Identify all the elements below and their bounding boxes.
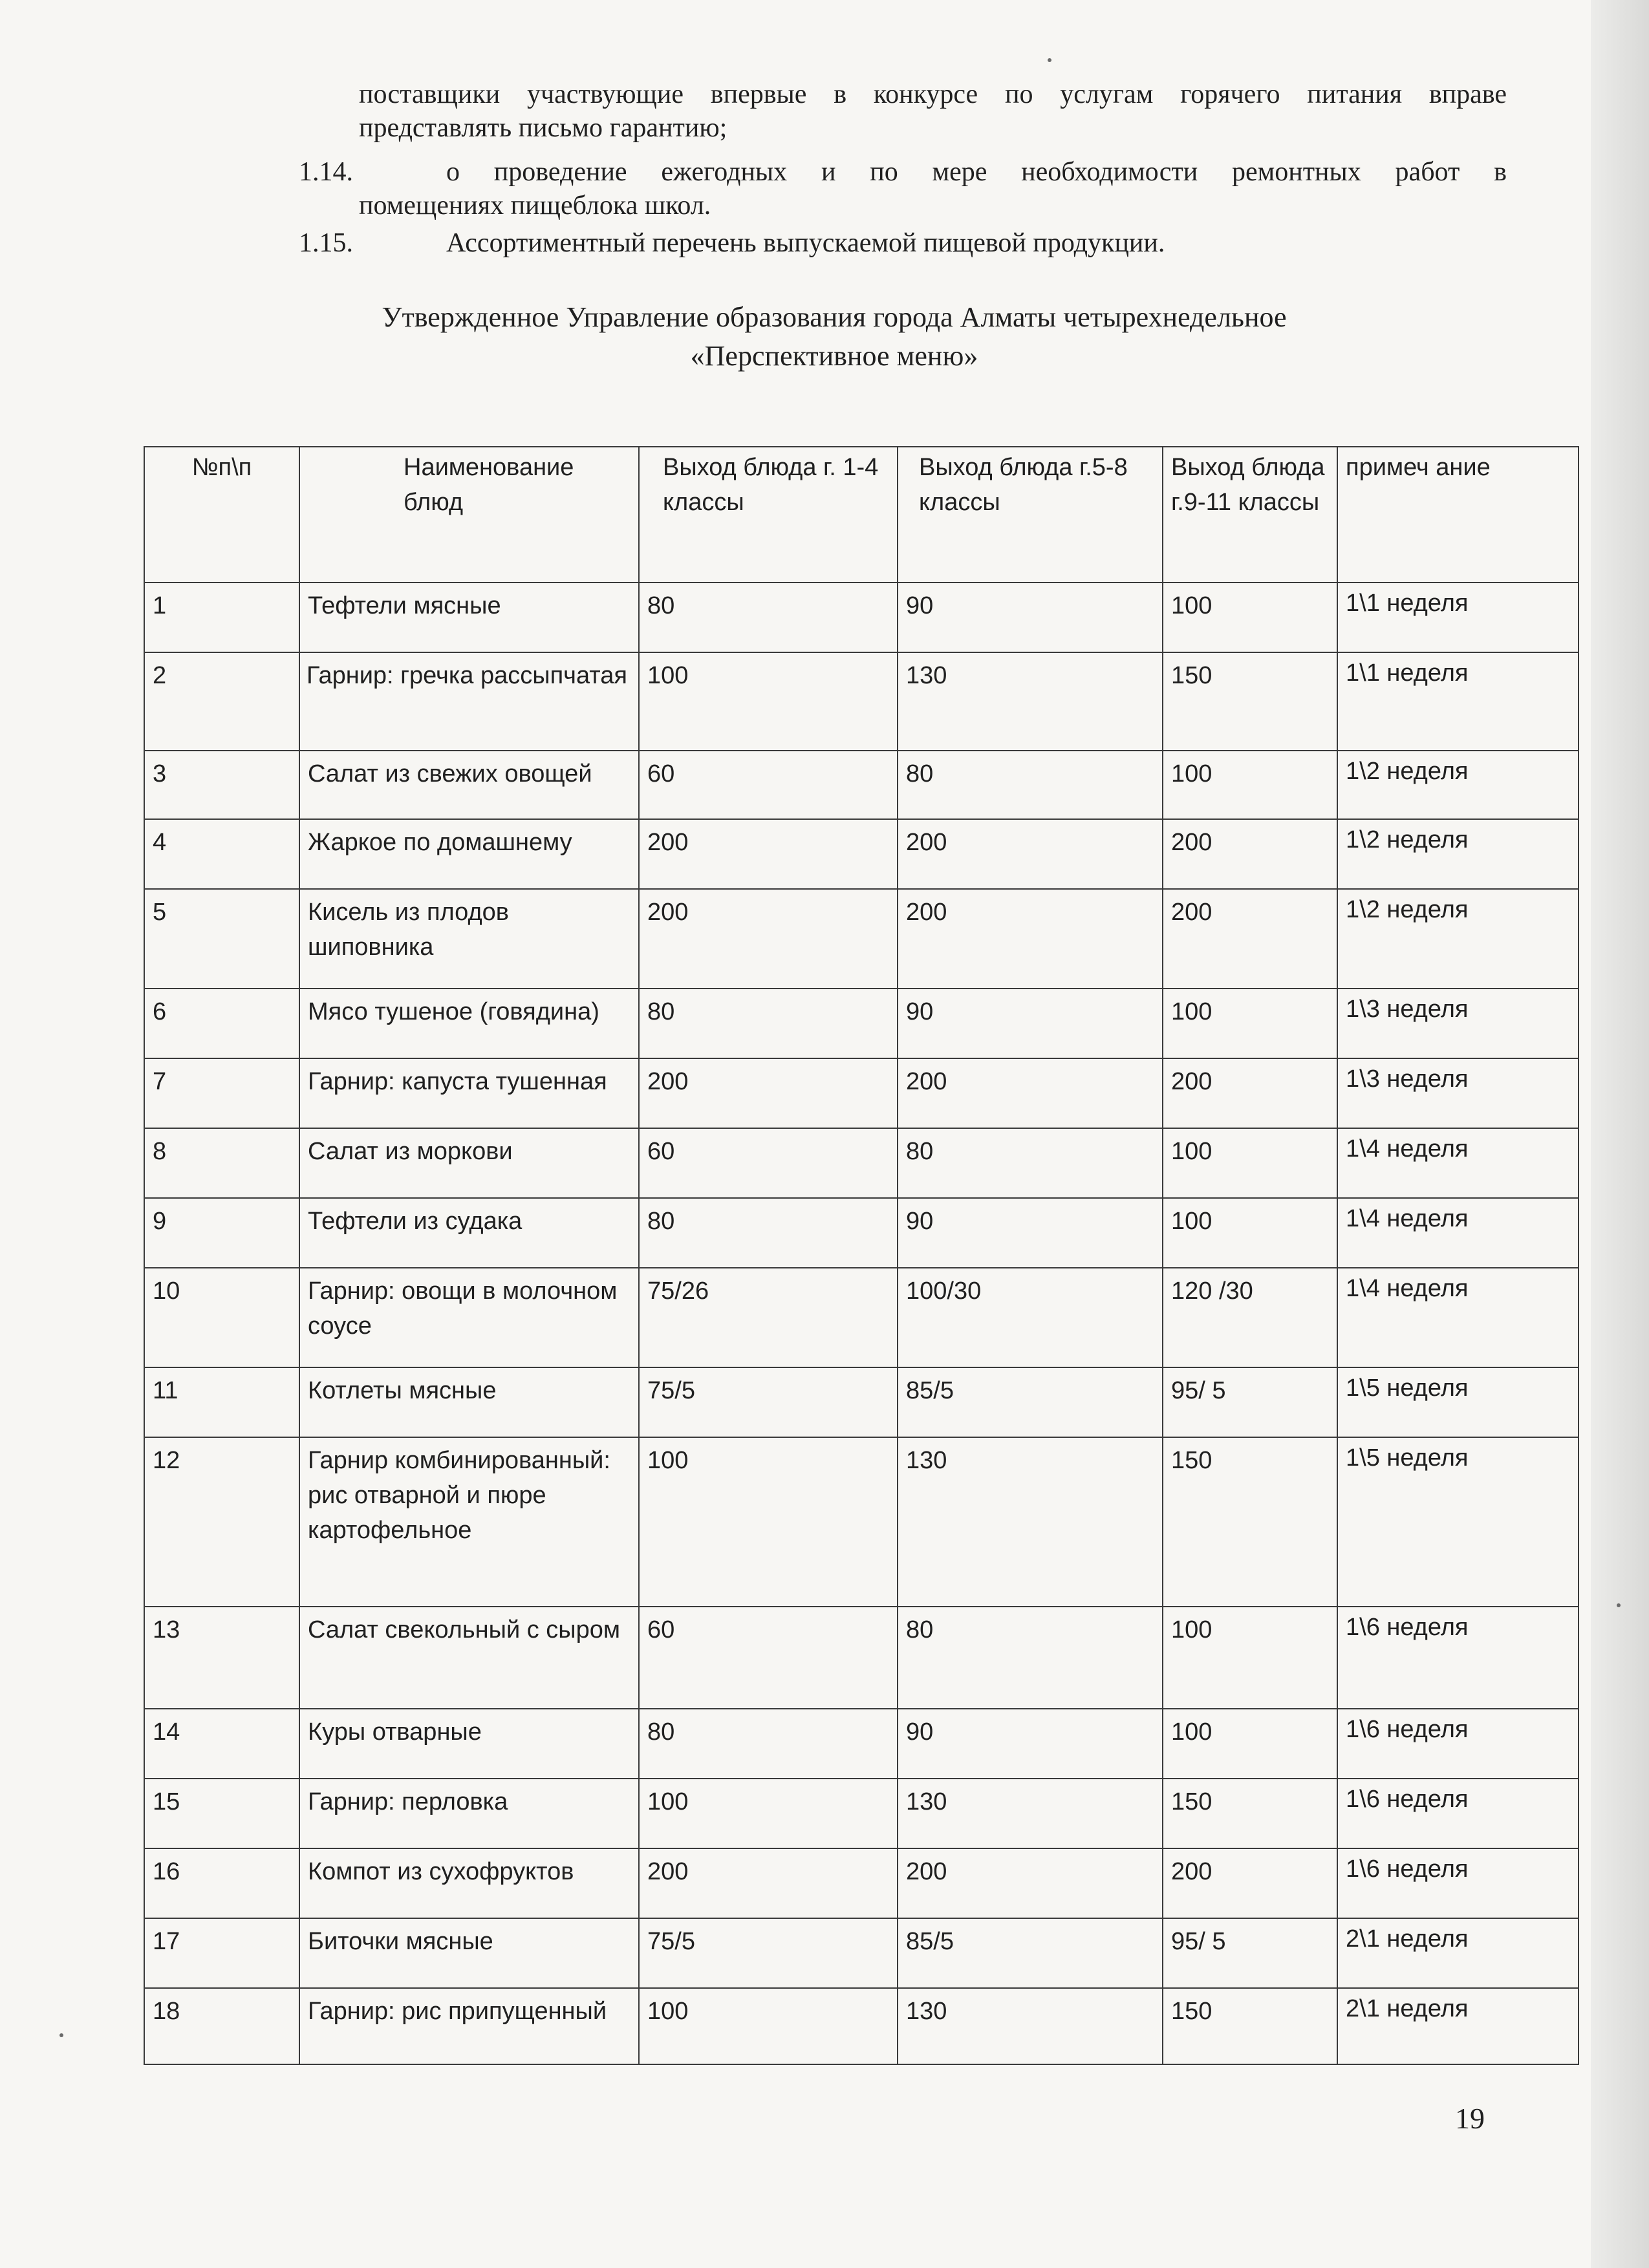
header-number: №п\п <box>144 447 299 583</box>
row-number: 18 <box>144 1988 299 2064</box>
row-number: 4 <box>144 819 299 889</box>
note-week: 2\1 неделя <box>1337 1988 1579 2064</box>
dish-name: Биточки мясные <box>299 1918 639 1988</box>
yield-grade-9-11: 100 <box>1163 989 1337 1058</box>
yield-grade-1-4: 100 <box>639 652 898 751</box>
yield-grade-1-4: 100 <box>639 1988 898 2064</box>
dish-name: Мясо тушеное (говядина) <box>299 989 639 1058</box>
row-number: 11 <box>144 1367 299 1437</box>
note-week: 1\6 неделя <box>1337 1848 1579 1918</box>
row-number: 2 <box>144 652 299 751</box>
table-row <box>144 989 1579 1058</box>
row-number: 1 <box>144 583 299 652</box>
yield-grade-9-11: 120 /30 <box>1163 1268 1337 1367</box>
header-dish-name: Наименование блюд <box>299 447 639 583</box>
item-14-number: 1.14. <box>299 157 353 187</box>
yield-grade-1-4: 80 <box>639 1709 898 1779</box>
yield-grade-1-4: 75/5 <box>639 1918 898 1988</box>
table-row <box>144 1779 1579 1848</box>
row-number: 17 <box>144 1918 299 1988</box>
menu-table <box>144 446 1579 2065</box>
note-week: 1\1 неделя <box>1337 652 1579 751</box>
table-row <box>144 751 1579 819</box>
dish-name: Тефтели из судака <box>299 1198 639 1268</box>
table-row <box>144 889 1579 989</box>
table-row <box>144 1367 1579 1437</box>
yield-grade-1-4: 100 <box>639 1779 898 1848</box>
yield-grade-5-8: 130 <box>898 1437 1163 1607</box>
header-note: примеч ание <box>1337 447 1579 583</box>
item-14-line-2: помещениях пищеблока школ. <box>359 191 711 220</box>
dish-name: Куры отварные <box>299 1709 639 1779</box>
table-row <box>144 1988 1579 2064</box>
dish-name: Гарнир: перловка <box>299 1779 639 1848</box>
dish-name: Компот из сухофруктов <box>299 1848 639 1918</box>
yield-grade-9-11: 200 <box>1163 889 1337 989</box>
yield-grade-1-4: 200 <box>639 819 898 889</box>
row-number: 16 <box>144 1848 299 1918</box>
table-row <box>144 583 1579 652</box>
table-header-row <box>144 447 1579 583</box>
yield-grade-5-8: 100/30 <box>898 1268 1163 1367</box>
yield-grade-9-11: 100 <box>1163 1607 1337 1709</box>
row-number: 10 <box>144 1268 299 1367</box>
yield-grade-5-8: 130 <box>898 652 1163 751</box>
intro-line-2: представлять письмо гарантию; <box>359 113 727 143</box>
note-week: 2\1 неделя <box>1337 1918 1579 1988</box>
yield-grade-1-4: 200 <box>639 889 898 989</box>
note-week: 1\6 неделя <box>1337 1607 1579 1709</box>
header-yield-1-4: Выход блюда г. 1-4 классы <box>639 447 898 583</box>
table-row <box>144 1848 1579 1918</box>
yield-grade-1-4: 200 <box>639 1848 898 1918</box>
yield-grade-1-4: 75/5 <box>639 1367 898 1437</box>
header-yield-5-8: Выход блюда г.5-8 классы <box>898 447 1163 583</box>
dish-name: Котлеты мясные <box>299 1367 639 1437</box>
note-week: 1\3 неделя <box>1337 1058 1579 1128</box>
yield-grade-9-11: 100 <box>1163 1128 1337 1198</box>
row-number: 5 <box>144 889 299 989</box>
yield-grade-9-11: 95/ 5 <box>1163 1918 1337 1988</box>
heading-line-1: Утвержденное Управление образования города Алматы четырехнедельное <box>382 301 1287 333</box>
table-row <box>144 1268 1579 1367</box>
row-number: 12 <box>144 1437 299 1607</box>
table-row <box>144 1437 1579 1607</box>
row-number: 6 <box>144 989 299 1058</box>
yield-grade-1-4: 80 <box>639 1198 898 1268</box>
note-week: 1\6 неделя <box>1337 1709 1579 1779</box>
note-week: 1\5 неделя <box>1337 1367 1579 1437</box>
header-yield-9-11: Выход блюда г.9-11 классы <box>1163 447 1337 583</box>
yield-grade-1-4: 75/26 <box>639 1268 898 1367</box>
table-row <box>144 1198 1579 1268</box>
yield-grade-9-11: 200 <box>1163 819 1337 889</box>
yield-grade-9-11: 150 <box>1163 1779 1337 1848</box>
yield-grade-1-4: 60 <box>639 1128 898 1198</box>
yield-grade-5-8: 85/5 <box>898 1367 1163 1437</box>
yield-grade-9-11: 95/ 5 <box>1163 1367 1337 1437</box>
yield-grade-1-4: 100 <box>639 1437 898 1607</box>
yield-grade-9-11: 200 <box>1163 1848 1337 1918</box>
scan-speck <box>1048 58 1051 62</box>
row-number: 3 <box>144 751 299 819</box>
yield-grade-5-8: 90 <box>898 989 1163 1058</box>
yield-grade-9-11: 200 <box>1163 1058 1337 1128</box>
yield-grade-5-8: 90 <box>898 583 1163 652</box>
yield-grade-5-8: 130 <box>898 1988 1163 2064</box>
row-number: 7 <box>144 1058 299 1128</box>
dish-name: Гарнир: овощи в молочном соусе <box>299 1268 639 1367</box>
yield-grade-1-4: 200 <box>639 1058 898 1128</box>
yield-grade-9-11: 100 <box>1163 1198 1337 1268</box>
yield-grade-5-8: 200 <box>898 819 1163 889</box>
dish-name: Гарнир комбинированный: рис отварной и пюре картофельное <box>299 1437 639 1607</box>
row-number: 13 <box>144 1607 299 1709</box>
yield-grade-5-8: 80 <box>898 751 1163 819</box>
item-14-line-1: о проведение ежегодных и по мере необходимости ремонтных работ в <box>446 157 1507 187</box>
note-week: 1\5 неделя <box>1337 1437 1579 1607</box>
item-15-text: Ассортиментный перечень выпускаемой пищевой продукции. <box>446 228 1165 258</box>
intro-line-1: поставщики участвующие впервые в конкурсе по услугам горячего питания вправе <box>359 80 1507 109</box>
dish-name: Жаркое по домашнему <box>299 819 639 889</box>
table-row <box>144 1128 1579 1198</box>
dish-name: Кисель из плодов шиповника <box>299 889 639 989</box>
item-15-number: 1.15. <box>299 228 353 258</box>
table-row <box>144 1607 1579 1709</box>
yield-grade-5-8: 90 <box>898 1198 1163 1268</box>
scan-edge <box>1591 0 1649 2268</box>
yield-grade-1-4: 60 <box>639 1607 898 1709</box>
note-week: 1\4 неделя <box>1337 1268 1579 1367</box>
row-number: 14 <box>144 1709 299 1779</box>
dish-name: Гарнир: рис припущенный <box>299 1988 639 2064</box>
table-row <box>144 1918 1579 1988</box>
yield-grade-5-8: 90 <box>898 1709 1163 1779</box>
note-week: 1\2 неделя <box>1337 751 1579 819</box>
yield-grade-1-4: 80 <box>639 583 898 652</box>
yield-grade-9-11: 100 <box>1163 583 1337 652</box>
note-week: 1\6 неделя <box>1337 1779 1579 1848</box>
scan-speck <box>1617 1603 1621 1607</box>
yield-grade-9-11: 100 <box>1163 751 1337 819</box>
note-week: 1\4 неделя <box>1337 1128 1579 1198</box>
yield-grade-5-8: 200 <box>898 1058 1163 1128</box>
dish-name: Салат из свежих овощей <box>299 751 639 819</box>
dish-name: Тефтели мясные <box>299 583 639 652</box>
note-week: 1\2 неделя <box>1337 819 1579 889</box>
table-row <box>144 819 1579 889</box>
row-number: 9 <box>144 1198 299 1268</box>
yield-grade-1-4: 60 <box>639 751 898 819</box>
yield-grade-1-4: 80 <box>639 989 898 1058</box>
row-number: 15 <box>144 1779 299 1848</box>
yield-grade-5-8: 85/5 <box>898 1918 1163 1988</box>
dish-name: Салат свекольный с сыром <box>299 1607 639 1709</box>
note-week: 1\4 неделя <box>1337 1198 1579 1268</box>
yield-grade-9-11: 150 <box>1163 1988 1337 2064</box>
dish-name: Гарнир: капуста тушенная <box>299 1058 639 1128</box>
yield-grade-5-8: 200 <box>898 1848 1163 1918</box>
dish-name: Гарнир: гречка рассыпчатая <box>299 652 639 751</box>
yield-grade-9-11: 150 <box>1163 1437 1337 1607</box>
row-number: 8 <box>144 1128 299 1198</box>
yield-grade-5-8: 80 <box>898 1128 1163 1198</box>
table-row <box>144 1058 1579 1128</box>
dish-name: Салат из моркови <box>299 1128 639 1198</box>
note-week: 1\3 неделя <box>1337 989 1579 1058</box>
table-row <box>144 1709 1579 1779</box>
scan-speck <box>59 2033 63 2037</box>
yield-grade-9-11: 100 <box>1163 1709 1337 1779</box>
yield-grade-5-8: 80 <box>898 1607 1163 1709</box>
yield-grade-5-8: 200 <box>898 889 1163 989</box>
note-week: 1\1 неделя <box>1337 583 1579 652</box>
table-row <box>144 652 1579 751</box>
note-week: 1\2 неделя <box>1337 889 1579 989</box>
yield-grade-5-8: 130 <box>898 1779 1163 1848</box>
page-number: 19 <box>1455 2102 1485 2135</box>
heading-line-2: «Перспективное меню» <box>690 340 978 372</box>
yield-grade-9-11: 150 <box>1163 652 1337 751</box>
